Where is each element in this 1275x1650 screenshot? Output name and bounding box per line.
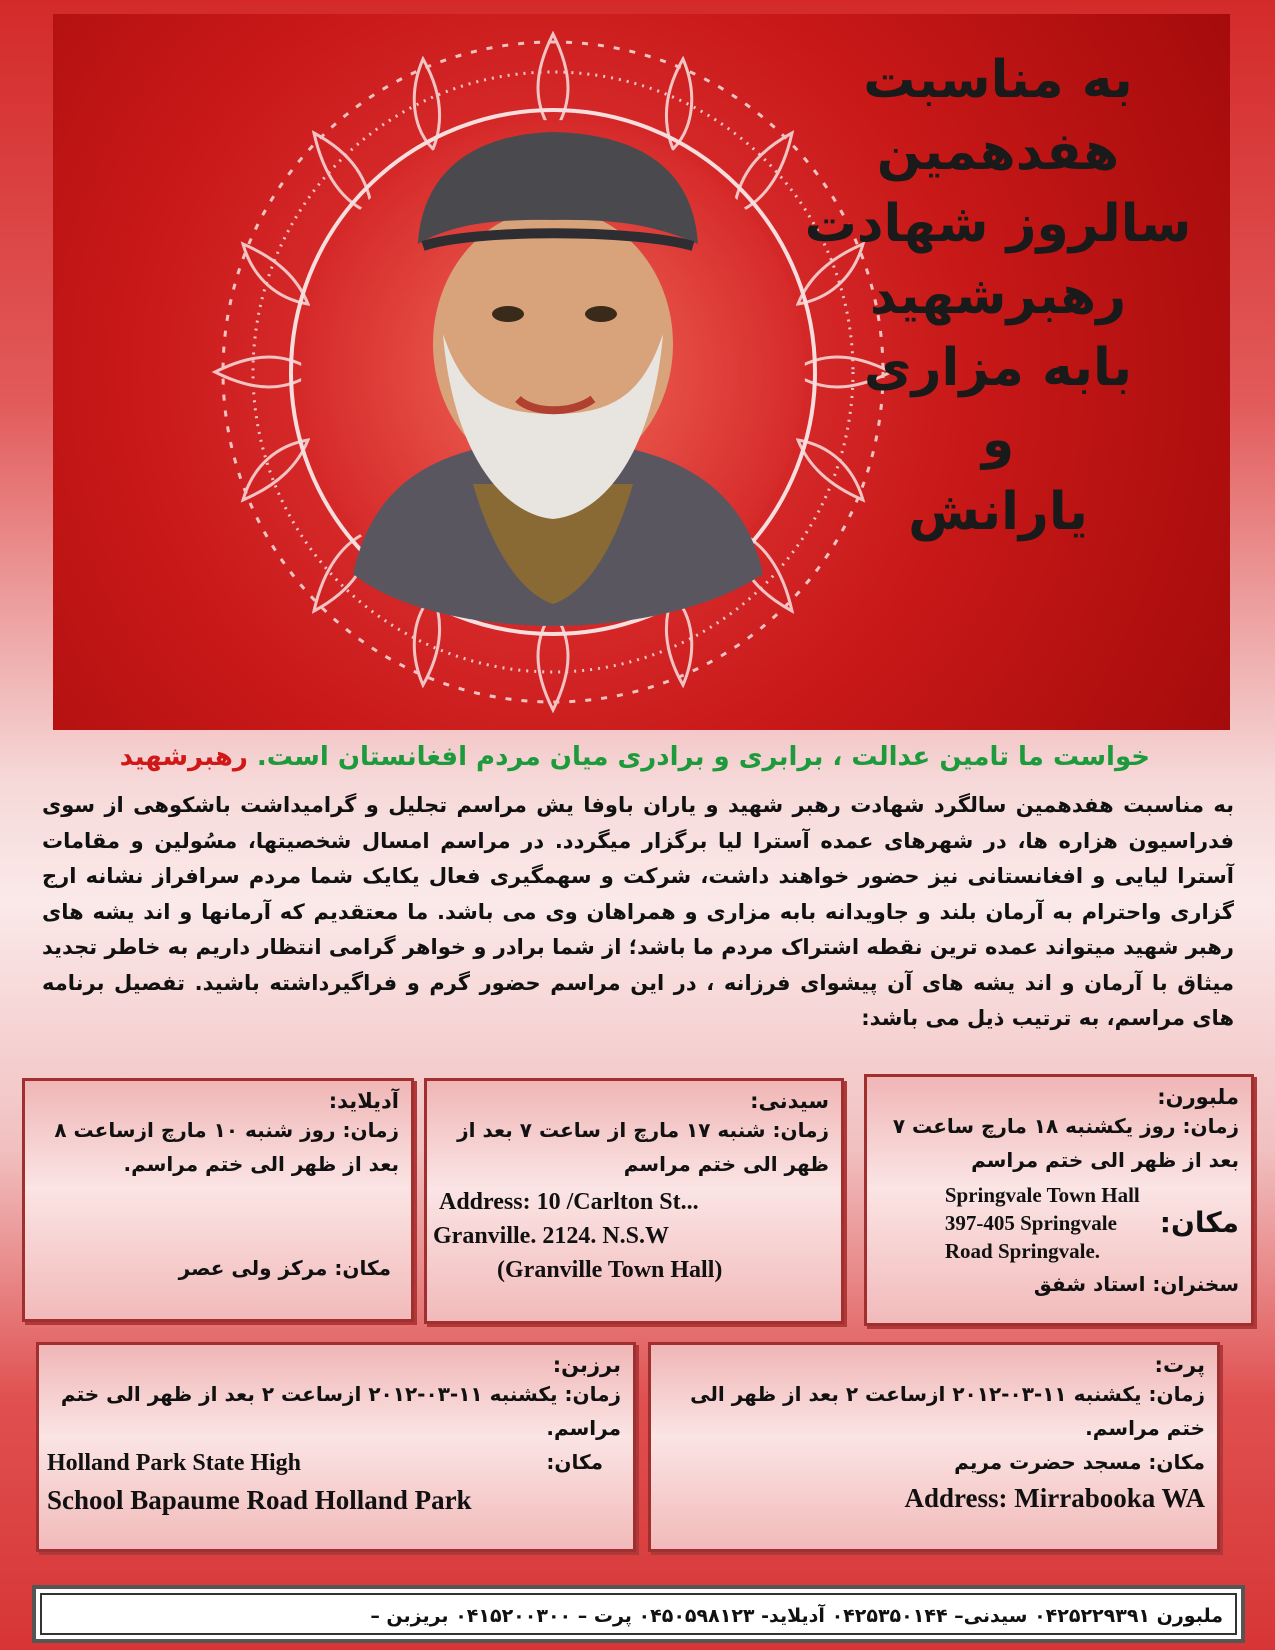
event-city: برزبن: [552, 1353, 621, 1377]
address-line: (Granville Town Hall) [497, 1257, 723, 1283]
event-place [39, 1445, 633, 1481]
quote-text: خواست ما تامین عدالت ، برابری و برادری میان مردم افغانستان است. [256, 742, 1150, 772]
event-card-sydney [424, 1078, 844, 1324]
title-line: و [981, 410, 1015, 470]
event-address [433, 1185, 841, 1287]
event-city: ملبورن: [1157, 1085, 1239, 1109]
intro-paragraph: به مناسبت هفدهمین سالگرد شهادت رهبر شهید و یاران باوفا یش مراسم تجلیل و گرامیداشت باشکوهی از سوی فدراسیون هزاره ها، در شهرهای عمده آسترا لیا برگزار میگردد. در مراسم امسال شخصیتها، مسُولین و مقامات آسترا لیایی و افغانستانی نیز حضور خواهند داشت، شرکت و سهمگیری فعال یکایک شما مردم سرافراز نشانه ارج گزاری واحترام به آرمان بلند و جاویدانه بابه مزاری و همراهان وی می باشد. ما معتقدیم که آرمانها و اند یشه های رهبر شهید میتواند عمده ترین نقطه اشتراک مردم ما باشد؛ از شما برادر و خواهر گرامی انتظار داریم به خاطر تجدید میثاق با آرمان و اند یشه های آن پیشوای فرزانه ، در این مراسم حضور گرم و فراگیرداشته باشید. تفصیل برنامه های مراسم، به ترتیب ذیل می باشد: [42, 793, 1234, 1030]
place-label: مکان: [546, 1450, 603, 1474]
address-line: Address: 10 /Carlton St... [439, 1189, 699, 1215]
title-line: رهبرشهید [869, 266, 1127, 326]
address-line: 397-405 Springvale [944, 1211, 1117, 1235]
title-line: سالروز شهادت [804, 194, 1192, 254]
address-line: Springvale Town Hall [944, 1183, 1140, 1207]
quote-author: رهبرشهید [119, 742, 248, 772]
hero-banner [53, 14, 1230, 730]
hero-title [788, 44, 1208, 548]
contact-numbers: ملبورن ۰۴۲۵۲۲۹۳۹۱ سیدنی– ۰۴۲۵۳۵۰۱۴۴ آدیلاید- ۰۴۵۰۵۹۸۱۲۳ پرت – ۰۴۱۵۲۰۰۳۰۰ بریزبن – [40, 1593, 1237, 1635]
quote [60, 742, 1150, 772]
event-card-brisbane [36, 1342, 636, 1552]
event-place [867, 1181, 1251, 1265]
place-label: مکان: [1159, 1206, 1239, 1239]
event-time: زمان: یکشنبه ۱۱-۰۳-۲۰۱۲ ازساعت ۲ بعد از ظهر الی ختم مراسم. [60, 1382, 621, 1440]
address-line: Holland Park State High [47, 1450, 302, 1476]
event-card-adelaide [22, 1078, 414, 1322]
event-city: سیدنی: [750, 1089, 829, 1113]
event-time: زمان: روز یکشنبه ۱۸ مارچ ساعت ۷ بعد از ظهر الی ختم مراسم [892, 1114, 1239, 1172]
event-city: پرت: [1154, 1353, 1205, 1377]
address-line: School Bapaume Road Holland Park [47, 1485, 472, 1515]
event-place: مکان: مسجد حضرت مریم [954, 1450, 1205, 1474]
event-time: زمان: روز شنبه ۱۰ مارچ ازساعت ۸ بعد از ظهر الی ختم مراسم. [54, 1118, 399, 1176]
event-place: مکان: مرکز ولی عصر [178, 1256, 391, 1280]
event-time: زمان: یکشنبه ۱۱-۰۳-۲۰۱۲ ازساعت ۲ بعد از ظهر الی ختم مراسم. [690, 1382, 1205, 1440]
address-line: Road Springvale. [944, 1239, 1101, 1263]
event-address [47, 1445, 301, 1481]
address-line: Granville. 2124. N.S.W [433, 1223, 670, 1249]
title-line: هفدهمین [876, 122, 1120, 182]
event-city: آدیلاید: [328, 1089, 399, 1113]
event-card-melbourne [864, 1074, 1254, 1326]
title-line: به مناسبت [863, 50, 1133, 110]
event-time: زمان: شنبه ۱۷ مارچ از ساعت ۷ بعد از ظهر الی ختم مراسم [457, 1118, 829, 1176]
title-line: یارانش [908, 482, 1088, 542]
event-address [945, 1181, 1140, 1265]
event-address: Address: Mirrabooka WA [904, 1483, 1205, 1513]
event-card-perth [648, 1342, 1220, 1552]
event-speaker: سخنران: استاد شفق [1033, 1272, 1239, 1296]
title-line: بابه مزاری [863, 338, 1133, 398]
contact-footer [32, 1585, 1245, 1643]
